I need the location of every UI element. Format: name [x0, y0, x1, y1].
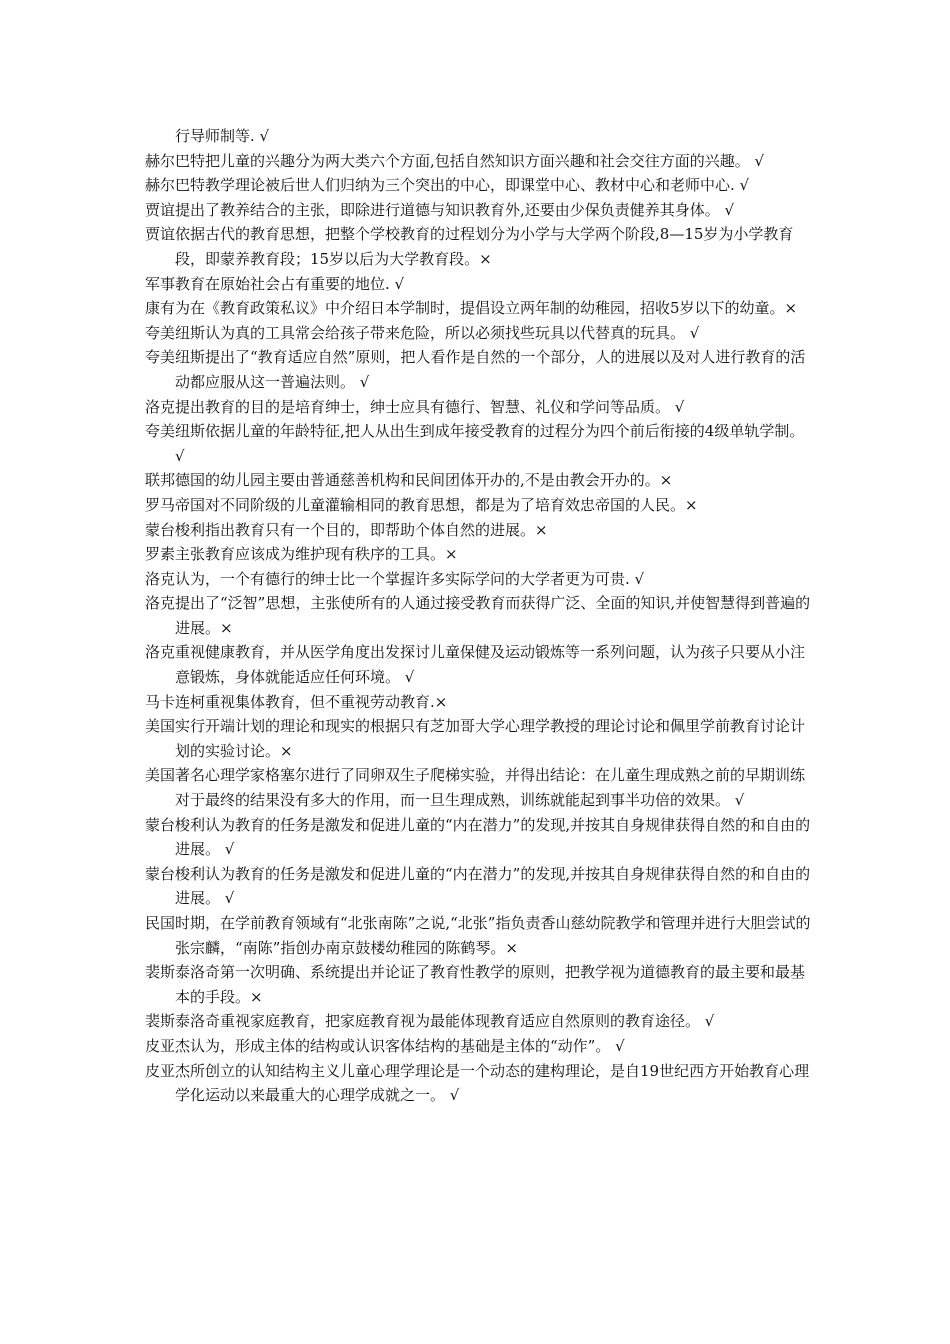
list-item: 美国实行开端计划的理论和现实的根据只有芝加哥大学心理学教授的理论讨论和佩里学前教育讨论计划的实验讨论。× — [145, 717, 806, 760]
list-item: 洛克提出教育的目的是培育绅士，绅士应具有德行、智慧、礼仪和学问等品质。 √ — [145, 397, 685, 416]
list-item: 罗马帝国对不同阶级的儿童灌输相同的教育思想，都是为了培育效忠帝国的人民。× — [145, 495, 698, 514]
list-item: 蒙台梭利认为教育的任务是激发和促进儿童的“内在潜力”的发现,并按其自身规律获得自然的和自由的进展。 √ — [145, 864, 811, 908]
list-item: 皮亚杰认为，形成主体的结构或认识客体结构的基础是主体的“动作”。 √ — [145, 1036, 625, 1055]
list-item: 美国著名心理学家格塞尔进行了同卵双生子爬梯实验，并得出结论：在儿童生理成熟之前的早期训练对于最终的结果没有多大的作用，而一旦生理成熟，训练就能起到事半功倍的效果。 √ — [145, 766, 806, 810]
list-item: 洛克重视健康教育，并从医学角度出发探讨儿童保健及运动锻炼等一系列问题，认为孩子只要从小注意锻炼，身体就能适应任何环境。 √ — [145, 643, 806, 687]
list-item: 夸美纽斯认为真的工具常会给孩子带来危险，所以必须找些玩具以代替真的玩具。 √ — [145, 323, 700, 342]
list-item: 贾谊提出了教养结合的主张，即除进行道德与知识教育外,还要由少保负责健养其身体。 √ — [145, 200, 735, 219]
list-item: 马卡连柯重视集体教育，但不重视劳动教育.× — [145, 692, 448, 711]
list-item: 军事教育在原始社会占有重要的地位. √ — [145, 274, 405, 293]
list-item: 赫尔巴特把儿童的兴趣分为两大类六个方面,包括自然知识方面兴趣和社会交往方面的兴趣。 √ — [145, 151, 765, 170]
list-item: 夸美纽斯提出了“教育适应自然”原则，把人看作是自然的一个部分，人的进展以及对人进行教育的活动都应服从这一普遍法则。 √ — [145, 348, 806, 391]
list-item: 赫尔巴特教学理论被后世人们归纳为三个突出的中心，即课堂中心、教材中心和老师中心. √ — [145, 176, 750, 195]
document-body — [145, 124, 813, 1108]
list-item: 行导师制等. √ — [175, 127, 270, 145]
list-item: 罗素主张教育应该成为维护现有秩序的工具。× — [145, 545, 458, 564]
list-item: 康有为在《教育政策私议》中介绍日本学制时，提倡设立两年制的幼稚园，招收5岁以下的幼童。× — [145, 299, 798, 318]
list-item: 蒙台梭利认为教育的任务是激发和促进儿童的“内在潜力”的发现,并按其自身规律获得自然的和自由的进展。 √ — [145, 815, 811, 859]
list-item: 蒙台梭利指出教育只有一个目的，即帮助个体自然的进展。× — [145, 520, 548, 539]
list-item: 洛克提出了“泛智”思想，主张使所有的人通过接受教育而获得广泛、全面的知识,并使智慧得到普遍的进展。× — [145, 594, 811, 637]
list-item: 贾谊依据古代的教育思想，把整个学校教育的过程划分为小学与大学两个阶段,8—15岁为小学教育段，即蒙养教育段；15岁以后为大学教育段。× — [145, 225, 794, 268]
list-item: 皮亚杰所创立的认知结构主义儿童心理学理论是一个动态的建构理论，是自19世纪西方开始教育心理学化运动以来最重大的心理学成就之一。 √ — [145, 1061, 810, 1105]
list-item: 夸美纽斯依据儿童的年龄特征,把人从出生到成年接受教育的过程分为四个前后衔接的4级单轨学制。 √ — [145, 422, 805, 465]
list-item: 洛克认为，一个有德行的绅士比一个掌握许多实际学问的大学者更为可贵. √ — [145, 569, 645, 588]
list-item: 裴斯泰洛奇第一次明确、系统提出并论证了教育性教学的原则，把教学视为道德教育的最主要和最基本的手段。× — [145, 963, 806, 1006]
list-item: 民国时期，在学前教育领域有“北张南陈”之说,“北张”指负责香山慈幼院教学和管理并进行大胆尝试的张宗麟，“南陈”指创办南京鼓楼幼稚园的陈鹤琴。× — [145, 914, 811, 957]
list-item: 联邦德国的幼儿园主要由普通慈善机构和民间团体开办的,不是由教会开办的。× — [145, 471, 673, 490]
list-item: 裴斯泰洛奇重视家庭教育，把家庭教育视为最能体现教育适应自然原则的教育途径。 √ — [145, 1012, 715, 1031]
